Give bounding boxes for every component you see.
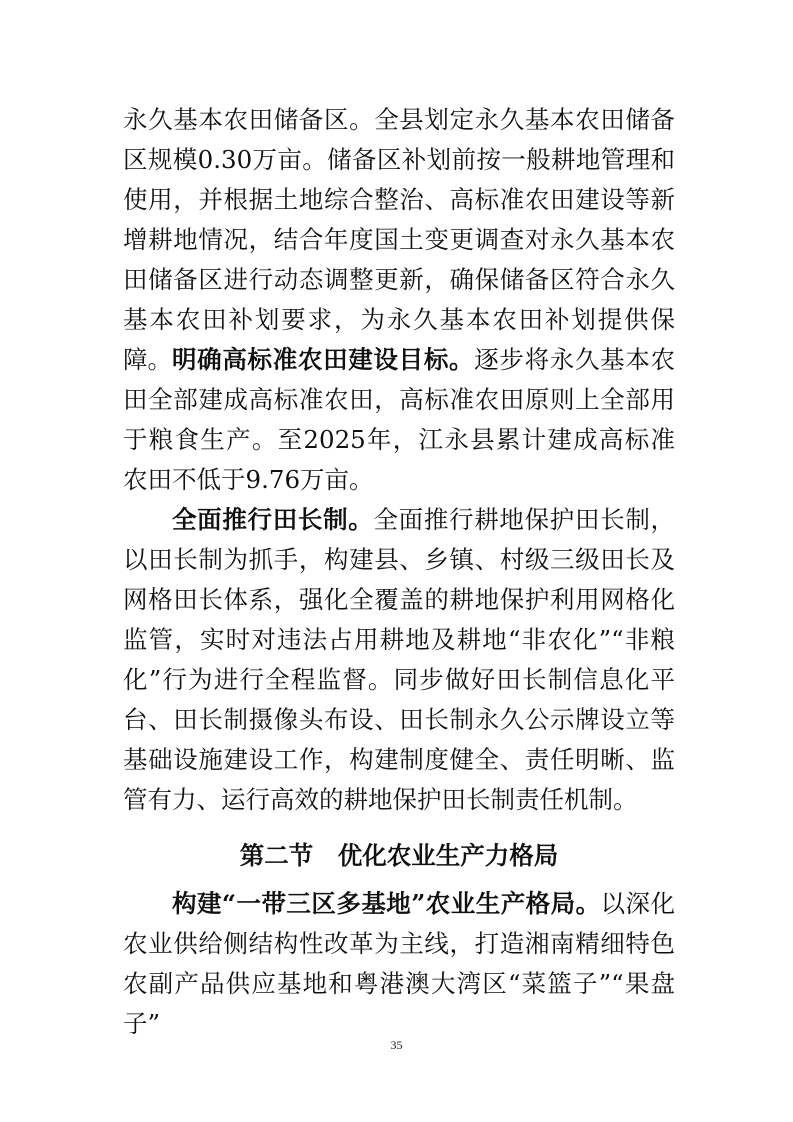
paragraph-high-standard-farmland <box>123 340 675 500</box>
paragraph-production-pattern-body: 以深化农业供给侧结构性改革为主线，打造湘南精细特色农副产品供应基地和粤港澳大湾区“菜篮子”“果盘子” <box>123 889 676 1038</box>
paragraph-reserve-area-body: 永久基本农田储备区。全县划定永久基本农田储备区规模0.30万亩。储备区补划前按一般耕地管理和使用，并根据土地综合整治、高标准农田建设等新增耕地情况，结合年度国土变更调查对永久基本农田储备区进行动态调整更新，确保储备区符合永久基本农田补划要求，为永久基本农田补划提供保障。 <box>123 105 675 374</box>
paragraph-production-pattern-lead: 构建“一带三区多基地”农业生产格局。 <box>172 889 601 918</box>
paragraph-reserve-area <box>123 100 675 380</box>
page-number: 35 <box>390 1038 403 1052</box>
section-heading: 第二节 优化农业生产力格局 <box>239 841 559 870</box>
paragraph-field-chief-system <box>123 500 675 820</box>
paragraph-high-standard-farmland-lead: 明确高标准农田建设目标。 <box>172 345 475 374</box>
paragraph-high-standard-farmland-body: 逐步将永久基本农田全部建成高标准农田，高标准农田原则上全部用于粮食生产。至2025年，江永县累计建成高标准农田不低于9.76万亩。 <box>123 345 676 494</box>
paragraph-production-pattern <box>123 884 675 1044</box>
paragraph-field-chief-system-body: 全面推行耕地保护田长制，以田长制为抓手，构建县、乡镇、村级三级田长及网格田长体系，强化全覆盖的耕地保护利用网格化监管，实时对违法占用耕地及耕地“非农化”“非粮化”行为进行全程监督。同步做好田长制信息化平台、田长制摄像头布设、田长制永久公示牌设立等基础设施建设工作，构建制度健全、责任明晰、监管有力、运行高效的耕地保护田长制责任机制。 <box>123 505 676 814</box>
paragraph-field-chief-system-lead: 全面推行田长制。 <box>172 505 374 534</box>
